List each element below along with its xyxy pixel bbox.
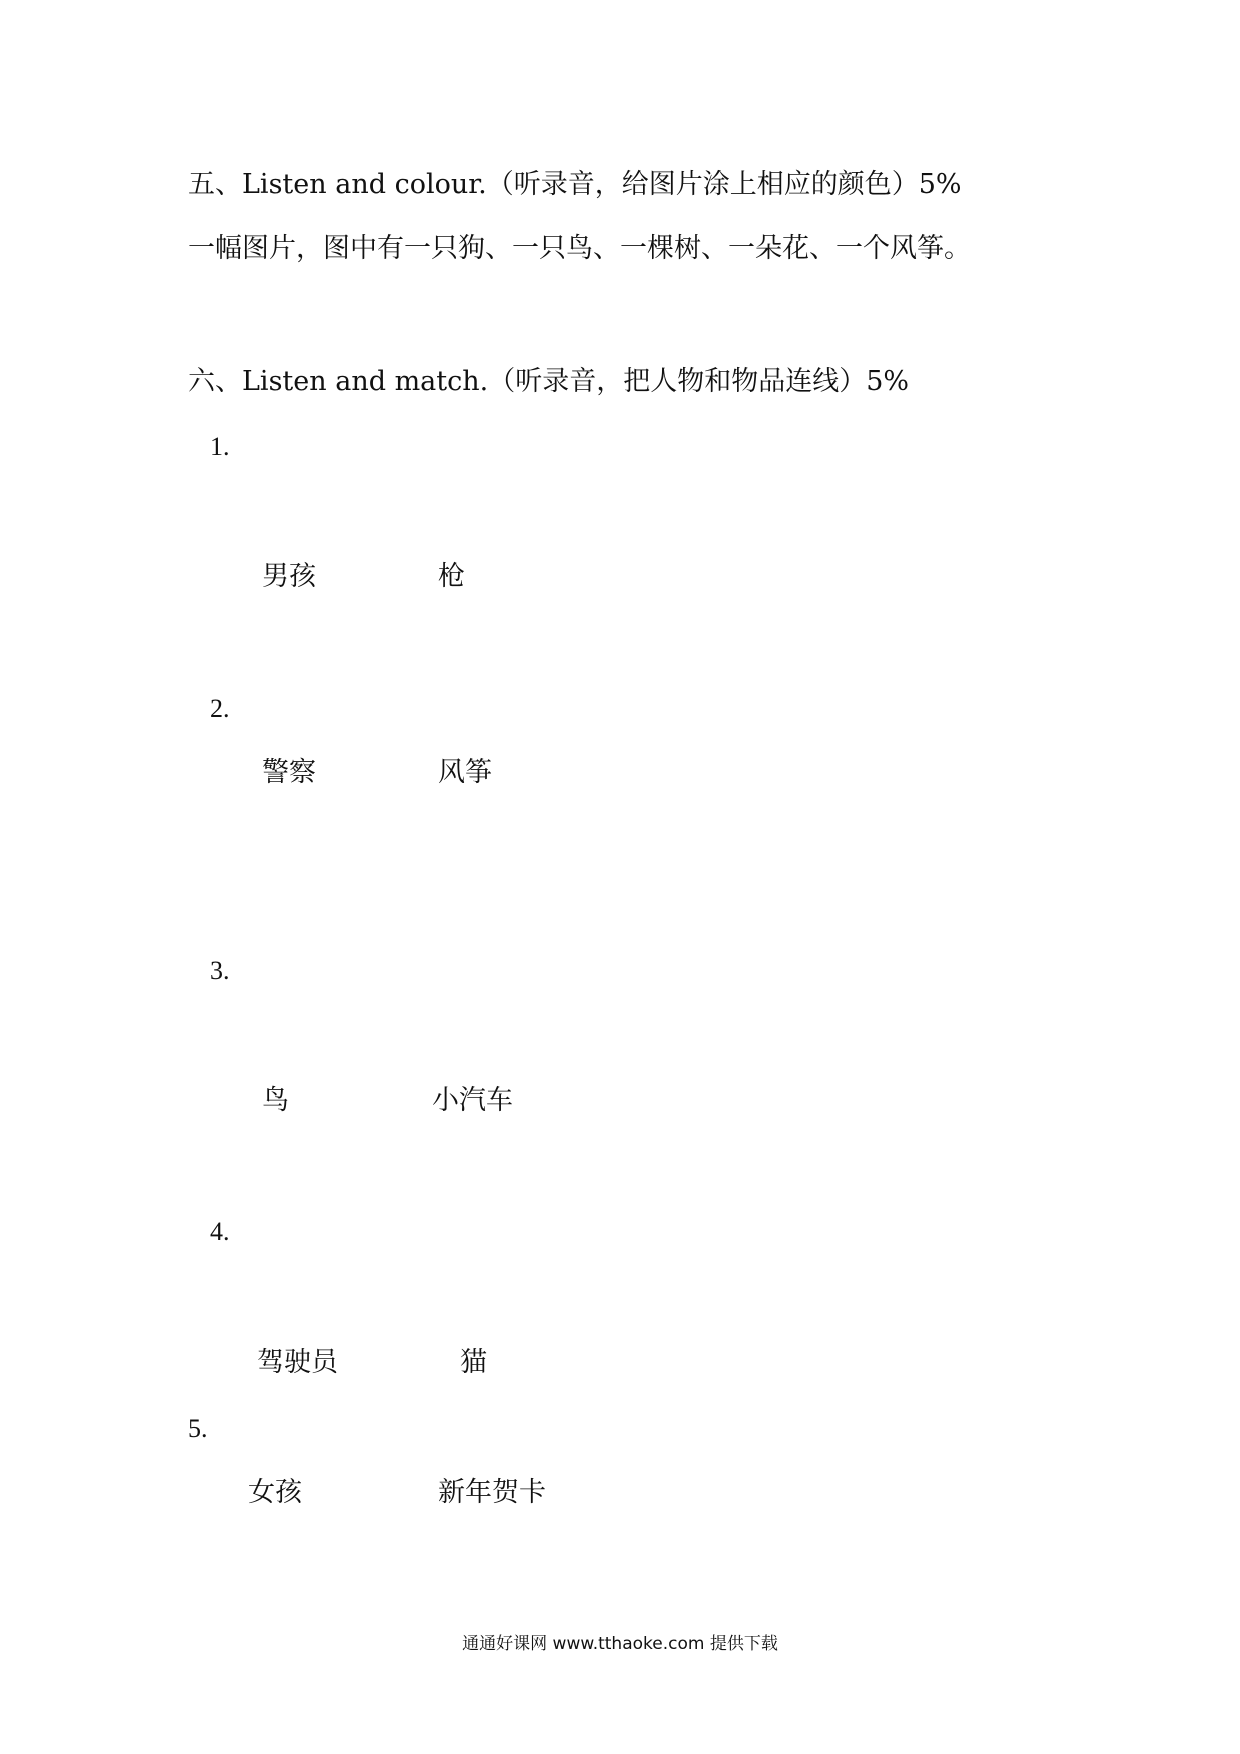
item-person: 警察 bbox=[262, 757, 316, 788]
item-object: 枪 bbox=[438, 561, 465, 592]
item-person: 鸟 bbox=[262, 1085, 289, 1116]
item-number: 5. bbox=[188, 1414, 208, 1443]
item-number: 2. bbox=[210, 694, 230, 723]
section-5-description: 一幅图片，图中有一只狗、一只鸟、一棵树、一朵花、一个风筝。 bbox=[188, 233, 971, 264]
item-object: 猫 bbox=[460, 1347, 487, 1378]
item-number: 1. bbox=[210, 432, 230, 461]
item-object: 新年贺卡 bbox=[438, 1477, 546, 1508]
item-number: 4. bbox=[210, 1217, 230, 1246]
item-person: 女孩 bbox=[248, 1477, 302, 1508]
item-person: 驾驶员 bbox=[257, 1347, 338, 1378]
item-object: 小汽车 bbox=[432, 1085, 513, 1116]
item-object: 风筝 bbox=[438, 757, 492, 788]
section-6-heading: 六、Listen and match.（听录音，把人物和物品连线）5% bbox=[188, 366, 910, 397]
page-footer: 通通好课网 www.tthaoke.com 提供下载 bbox=[462, 1634, 778, 1654]
item-person: 男孩 bbox=[262, 561, 316, 592]
item-number: 3. bbox=[210, 956, 230, 985]
section-5-heading: 五、Listen and colour.（听录音，给图片涂上相应的颜色）5% bbox=[188, 169, 962, 200]
